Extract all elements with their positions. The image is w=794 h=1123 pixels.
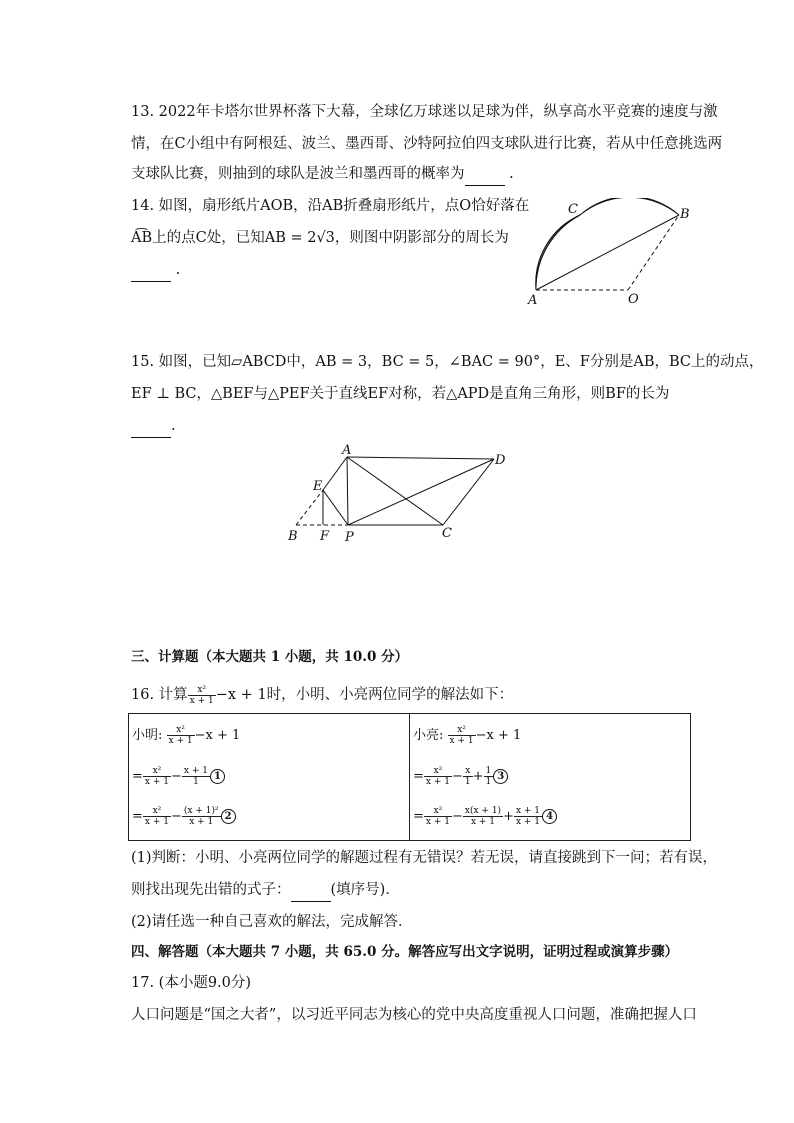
frac-num: (x + 1)² xyxy=(183,806,219,816)
q16-stem xyxy=(131,680,513,710)
q14-line-1: 14. 如图，扇形纸片AOB，沿AB折叠扇形纸片，点O恰好落在 xyxy=(131,198,530,214)
frac-den: x + 1 xyxy=(425,777,450,787)
section-4-heading: 四、解答题（本大题共 7 小题，共 65.0 分。解答应写出文字说明，证明过程或演算步骤） xyxy=(131,944,679,960)
liang-tail: −x + 1 xyxy=(475,728,522,743)
label-d: D xyxy=(495,453,506,468)
q15-line-3 xyxy=(131,415,176,438)
segment-ea xyxy=(323,457,347,490)
q17-header: 17. (本小题9.0分) xyxy=(131,975,252,991)
segment-ep xyxy=(323,490,348,525)
frac-num: x² xyxy=(188,685,216,696)
q13-answer-blank xyxy=(465,163,505,186)
ming-tail: −x + 1 xyxy=(194,728,241,743)
liang-frac-f xyxy=(463,806,503,827)
label-p: P xyxy=(345,530,354,545)
frac-num: x² xyxy=(448,725,476,736)
equals-sign: = xyxy=(413,769,424,784)
q16-part2: (2)请任选一种自己喜欢的解法，完成解答． xyxy=(131,914,413,930)
q13-line-3-end: . xyxy=(504,166,514,182)
frac-den: x + 1 xyxy=(144,777,169,787)
plus-sign: + xyxy=(503,809,514,824)
label-e: E xyxy=(313,479,323,494)
frac-num: 1 xyxy=(485,766,492,776)
minus-sign: − xyxy=(170,809,182,824)
plus-sign: + xyxy=(472,769,484,784)
ming-frac-d xyxy=(143,806,171,827)
q13-line-3 xyxy=(131,163,514,186)
q14-sector-figure xyxy=(520,198,700,308)
q14-line-3 xyxy=(131,259,180,282)
q14-answer-blank xyxy=(131,259,171,282)
q16-solutions-table xyxy=(128,713,691,841)
frac-den: 1 xyxy=(485,777,492,787)
chord-ab xyxy=(536,215,679,290)
liang-frac-e xyxy=(424,806,452,827)
frac-den: 1 xyxy=(464,777,471,787)
frac-den: x + 1 xyxy=(515,817,541,827)
ming-frac-a xyxy=(167,725,195,746)
q14-line-2: A͡B上的点C处，已知AB = 2√3，则图中阴影部分的周长为 xyxy=(131,230,509,246)
ming-frac-e xyxy=(182,806,221,827)
q13-line-3-text: 支球队比赛，则抽到的球队是波兰和墨西哥的概率为 xyxy=(131,166,465,182)
segment-ap xyxy=(347,457,348,525)
shaded-arc-top xyxy=(580,198,679,215)
q16-part1-line-2 xyxy=(131,879,400,902)
frac-den: x + 1 xyxy=(189,817,214,827)
minus-sign: − xyxy=(170,769,182,784)
frac-den: x + 1 xyxy=(470,817,496,827)
q15-parallelogram-figure xyxy=(282,440,512,550)
label-o: O xyxy=(628,292,639,307)
frac-num: x² xyxy=(424,806,452,817)
frac-den: 1 xyxy=(193,777,199,787)
frac-den: x + 1 xyxy=(189,695,214,706)
label-c: C xyxy=(442,526,452,541)
ming-row-2 xyxy=(132,766,225,787)
ming-row-3 xyxy=(132,806,236,827)
xiaoming-solution-cell xyxy=(129,714,410,841)
frac-den: x + 1 xyxy=(449,736,474,746)
q16-stem-suffix: −x + 1时，小明、小亮两位同学的解法如下： xyxy=(215,687,514,703)
frac-num: x² xyxy=(143,806,171,817)
liang-row-2 xyxy=(413,766,508,787)
q16-part1-prefix: 则找出现先出错的式子： xyxy=(131,882,291,898)
q15-line-1: 15. 如图，已知▱ABCD中，AB = 3，BC = 5，∠BAC = 90°，E、F分别是AB，BC上的动点， xyxy=(131,354,764,370)
q16-part1-line-1: (1)判断：小明、小亮两位同学的解题过程有无错误？若无误，请直接跳到下一问；若有误， xyxy=(131,850,718,866)
radius-ob xyxy=(628,215,679,290)
ming-frac-c xyxy=(182,766,210,787)
ming-row-1 xyxy=(132,724,240,746)
q15-line-2: EF ⊥ BC，△BEF与△PEF关于直线EF对称，若△APD是直角三角形，则BF的长为 xyxy=(131,386,670,402)
equals-sign: = xyxy=(132,769,143,784)
liang-frac-a xyxy=(448,725,476,746)
frac-den: x + 1 xyxy=(144,817,169,827)
q17-line-1: 人口问题是“国之大者”，以习近平同志为核心的党中央高度重视人口问题，准确把握人口 xyxy=(131,1007,697,1023)
label-b: B xyxy=(680,207,690,222)
liang-label: 小亮: xyxy=(413,728,444,743)
ming-frac-b xyxy=(143,766,171,787)
q13-line-2: 情，在C小组中有阿根廷、波兰、墨西哥、沙特阿拉伯四支球队进行比赛，若从中任意挑选两 xyxy=(131,136,723,152)
section-3-heading: 三、计算题（本大题共 1 小题，共 10.0 分） xyxy=(131,649,409,665)
side-dc xyxy=(443,459,494,525)
step-mark-3: 3 xyxy=(493,769,508,784)
label-c: C xyxy=(568,202,578,217)
xiaoliang-solution-cell xyxy=(410,714,691,841)
liang-frac-c xyxy=(463,766,473,787)
q15-answer-blank xyxy=(131,415,171,438)
minus-sign: − xyxy=(451,769,463,784)
frac-den: x + 1 xyxy=(425,817,450,827)
label-f: F xyxy=(320,529,330,544)
liang-row-1 xyxy=(413,724,521,746)
ming-label: 小明: xyxy=(132,728,163,743)
liang-frac-b xyxy=(424,766,452,787)
minus-sign: − xyxy=(451,809,463,824)
segment-be xyxy=(296,490,323,525)
label-a: A xyxy=(342,443,352,458)
liang-frac-d xyxy=(484,766,494,787)
frac-den: x + 1 xyxy=(168,736,193,746)
frac-num: x² xyxy=(143,766,171,777)
frac-num: x + 1 xyxy=(515,806,541,816)
segment-pd xyxy=(348,459,494,525)
q16-part1-suffix: (填序号)． xyxy=(330,882,400,898)
q16-stem-fraction xyxy=(188,685,216,706)
q13-line-1: 13. 2022年卡塔尔世界杯落下大幕，全球亿万球迷以足球为伴，纵享高水平竞赛的速度与激 xyxy=(131,104,718,120)
diagonal-ac xyxy=(347,457,443,525)
frac-num: x + 1 xyxy=(183,766,208,776)
step-mark-2: 2 xyxy=(221,809,236,824)
liang-row-3 xyxy=(413,806,557,827)
frac-num: x(x + 1) xyxy=(464,806,502,816)
q16-answer-blank xyxy=(291,879,331,902)
step-mark-4: 4 xyxy=(542,809,557,824)
q14-line-3-end: . xyxy=(171,262,181,278)
q15-line-3-end: . xyxy=(171,418,176,434)
q16-stem-prefix: 16. 计算 xyxy=(131,687,188,703)
equals-sign: = xyxy=(413,809,424,824)
equals-sign: = xyxy=(132,809,143,824)
frac-num: x² xyxy=(424,766,452,777)
step-mark-1: 1 xyxy=(210,769,225,784)
frac-num: x² xyxy=(167,725,195,736)
label-a: A xyxy=(528,293,538,308)
frac-num: x xyxy=(463,766,473,777)
liang-frac-g xyxy=(514,806,542,827)
side-ad xyxy=(347,457,494,459)
label-b: B xyxy=(288,529,298,544)
